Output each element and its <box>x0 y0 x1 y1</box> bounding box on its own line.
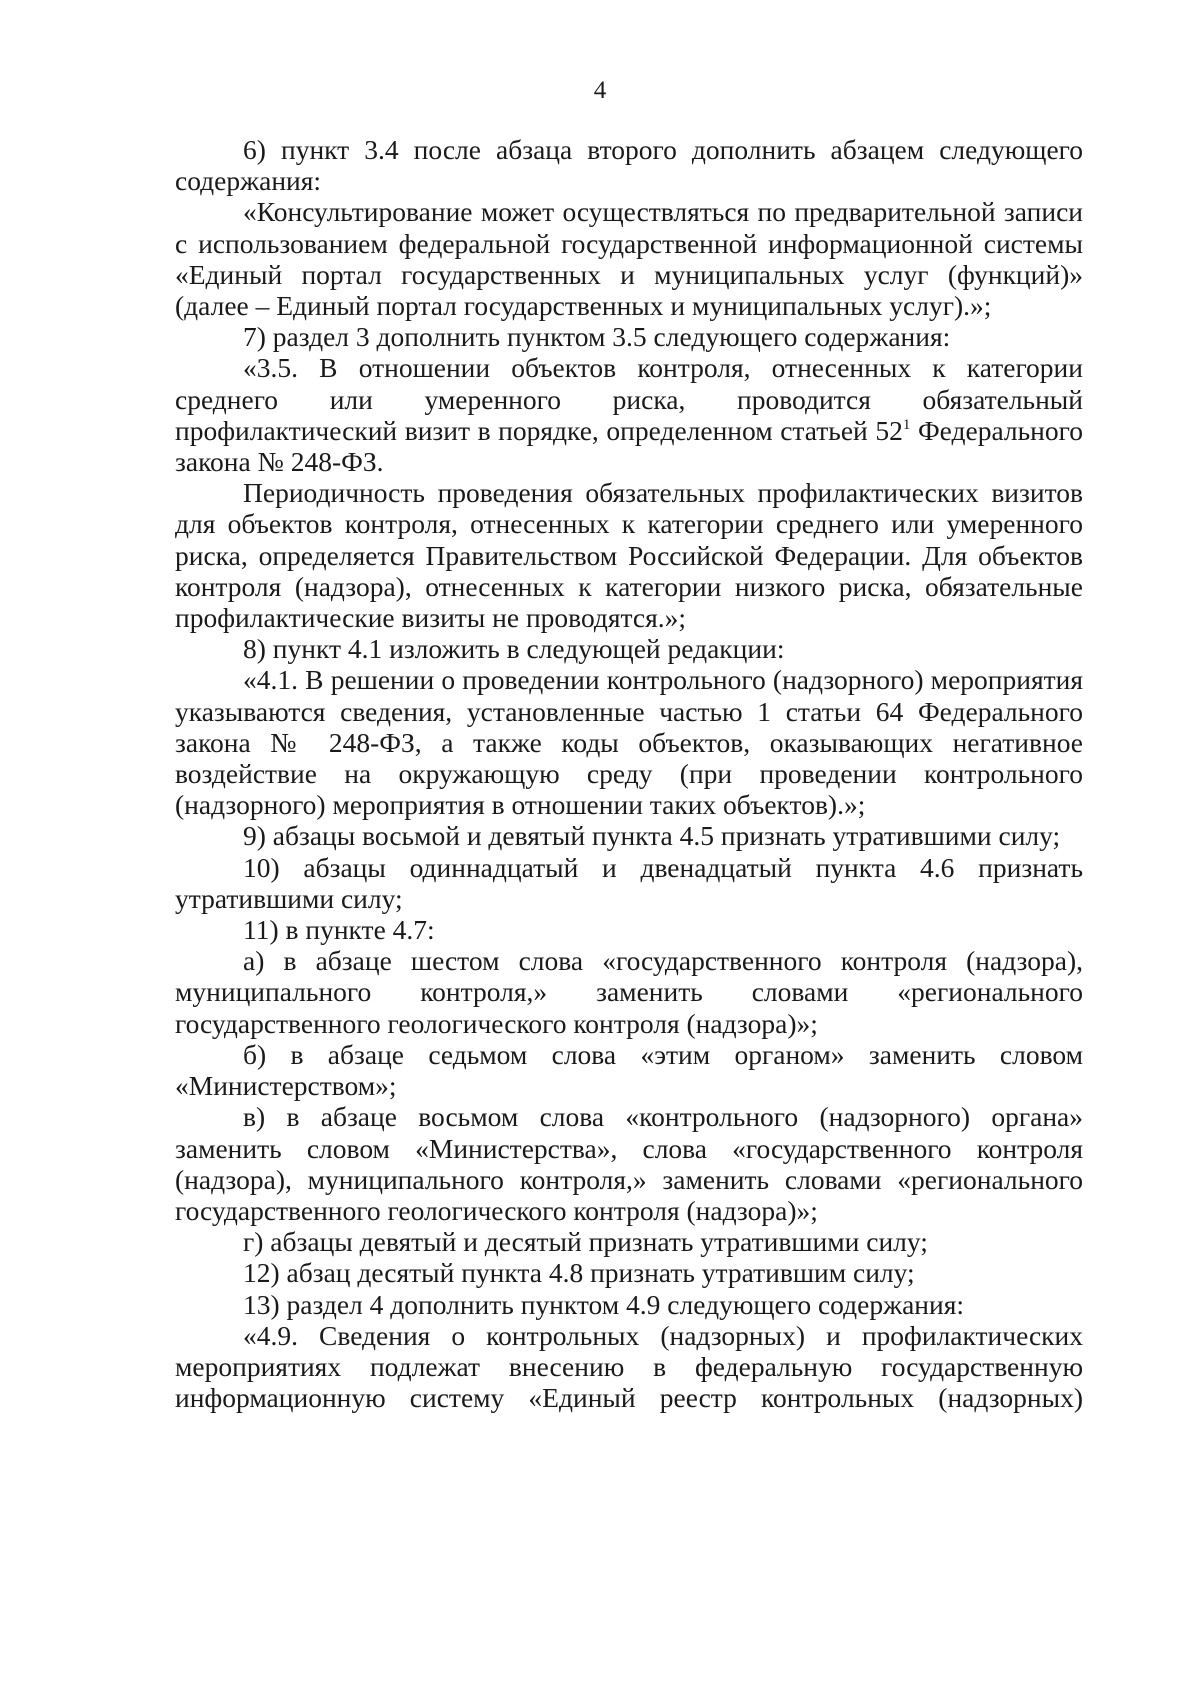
page-number: 4 <box>593 77 607 104</box>
paragraph-subitem-v: в) в абзаце восьмом слова «контрольного (надзорного) органа» заменить словом «Министерства», слова «государственного контроля (надзора), муниципального контроля,» заменить словами «регионального государственного геологического контроля (надзора)»; <box>175 1101 1083 1226</box>
paragraph-quote-3-5-text-end: Федерального закона № 248-ФЗ. <box>175 414 1083 478</box>
paragraph-item-6: 6) пункт 3.4 после абзаца второго дополнить абзацем следующего содержания: <box>175 134 1083 197</box>
superscript-article-number: 1 <box>902 416 911 433</box>
paragraph-quote-3-4: «Консультирование может осуществляться по предварительной записи с использованием федеральной государственной информационной системы «Единый портал государственных и муниципальных услуг (функций)» (далее – Единый портал государственных и муниципальных услуг).»; <box>175 196 1083 322</box>
paragraph-item-12: 12) абзац десятый пункта 4.8 признать утратившим силу; <box>243 1257 915 1289</box>
paragraph-quote-4-1: «4.1. В решении о проведении контрольного (надзорного) мероприятия указываются сведения, установленные частью 1 статьи 64 Федерального закона № 248-ФЗ, а также коды объектов, оказывающих негативное воздействие на окружающую среду (при проведении контрольного (надзорного) мероприятия в отношении таких объектов).»; <box>175 664 1083 821</box>
paragraph-item-11: 11) в пункте 4.7: <box>243 914 435 946</box>
paragraph-item-13: 13) раздел 4 дополнить пунктом 4.9 следующего содержания: <box>243 1288 965 1320</box>
paragraph-quote-3-5 <box>175 352 1083 477</box>
paragraph-subitem-g: г) абзацы девятый и десятый признать утратившими силу; <box>243 1226 928 1258</box>
paragraph-item-9: 9) абзацы восьмой и девятый пункта 4.5 признать утратившими силу; <box>243 820 1061 852</box>
paragraph-subitem-a: а) в абзаце шестом слова «государственного контроля (надзора), муниципального контроля,» заменить словами «регионального государственного геологического контроля (надзора)»; <box>175 945 1083 1039</box>
paragraph-periodicity: Периодичность проведения обязательных профилактических визитов для объектов контроля, отнесенных к категории среднего или умеренного риска, определяется Правительством Российской Федерации. Для объектов контроля (надзора), отнесенных к категории низкого риска, обязательные профилактические визиты не проводятся.»; <box>175 477 1083 634</box>
paragraph-subitem-b: б) в абзаце седьмом слова «этим органом» заменить словом «Министерством»; <box>175 1038 1083 1102</box>
paragraph-item-7: 7) раздел 3 дополнить пунктом 3.5 следующего содержания: <box>243 321 951 353</box>
paragraph-item-10: 10) абзацы одиннадцатый и двенадцатый пункта 4.6 признать утратившими силу; <box>175 851 1083 914</box>
paragraph-item-8: 8) пункт 4.1 изложить в следующей редакции: <box>243 633 785 665</box>
paragraph-quote-4-9: «4.9. Сведения о контрольных (надзорных) и профилактических мероприятиях подлежат внесению в федеральную государственную информационную систему «Единый реестр контрольных (надзорных) <box>175 1319 1083 1414</box>
paragraph-quote-3-5-text: «3.5. В отношении объектов контроля, отнесенных к категории среднего или умеренного риска, проводится обязательный профилактический визит в порядке, определенном статьей 52 <box>175 352 1083 446</box>
document-body <box>175 134 1083 1413</box>
